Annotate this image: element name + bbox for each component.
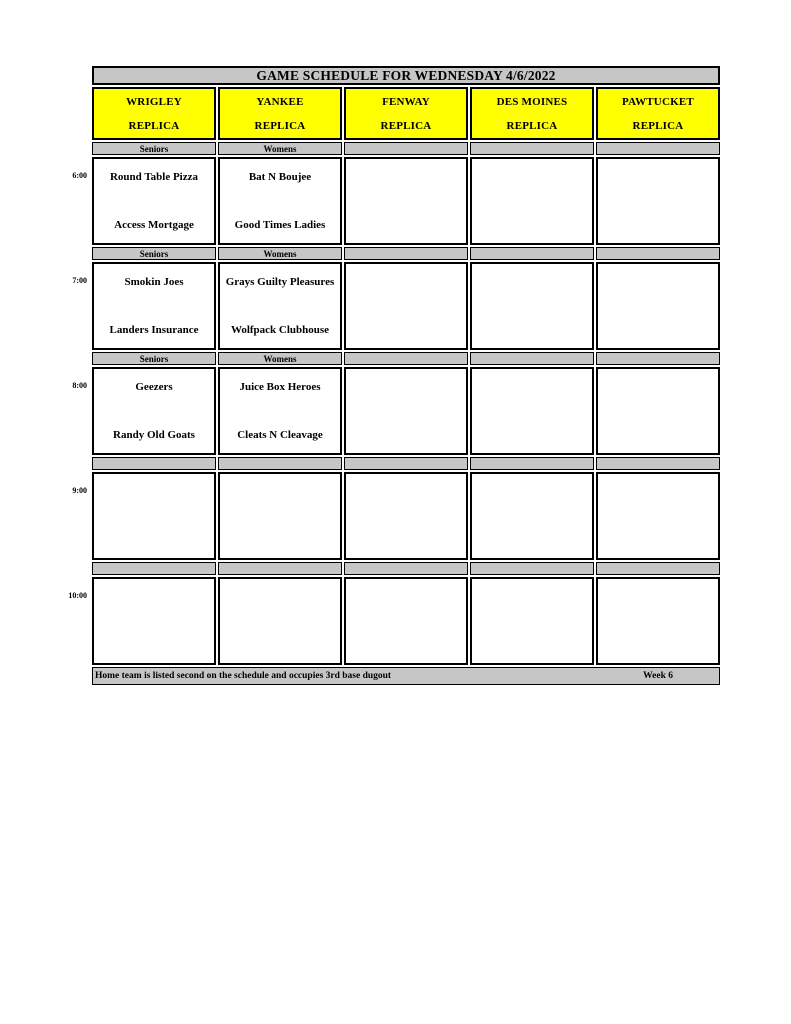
game-cell [344, 262, 468, 350]
field-type: REPLICA [506, 119, 558, 132]
field-header-cell [218, 87, 342, 140]
field-name: FENWAY [382, 95, 430, 108]
time-gutter [60, 157, 90, 245]
team-away: Bat N Boujee [248, 171, 312, 183]
footer-bar [92, 667, 720, 685]
time-label: 9:00 [72, 486, 87, 495]
game-cell [344, 157, 468, 245]
league-label: Seniors [139, 353, 169, 364]
game-cell [218, 472, 342, 560]
game-cell [470, 157, 594, 245]
league-cell [344, 562, 468, 575]
league-label: Womens [263, 143, 297, 154]
game-cell [92, 157, 216, 245]
field-type: REPLICA [380, 119, 432, 132]
league-cell [344, 352, 468, 365]
time-label: 10:00 [68, 591, 87, 600]
league-cell [596, 352, 720, 365]
game-cell [92, 262, 216, 350]
league-label: Seniors [139, 248, 169, 259]
game-cell [470, 472, 594, 560]
league-cell [92, 457, 216, 470]
title-bar: GAME SCHEDULE FOR WEDNESDAY 4/6/2022 [92, 66, 720, 85]
game-cell [218, 367, 342, 455]
game-cell [596, 262, 720, 350]
league-label: Womens [263, 248, 297, 259]
league-label: Womens [263, 353, 297, 364]
league-cell [218, 562, 342, 575]
league-row-gutter [60, 562, 90, 575]
game-cell [596, 472, 720, 560]
league-cell [470, 352, 594, 365]
team-home: Randy Old Goats [113, 429, 195, 442]
game-cell [596, 367, 720, 455]
league-row-gutter [60, 352, 90, 365]
league-cell [596, 247, 720, 260]
team-home: Wolfpack Clubhouse [230, 324, 330, 337]
league-row-gutter [60, 142, 90, 155]
game-cell [596, 577, 720, 665]
time-label: 6:00 [72, 171, 87, 180]
game-cell [92, 472, 216, 560]
game-cell [92, 367, 216, 455]
team-home: Landers Insurance [109, 324, 199, 337]
league-cell [92, 247, 216, 260]
game-cell [344, 472, 468, 560]
team-home: Good Times Ladies [234, 219, 326, 232]
time-gutter [60, 262, 90, 350]
field-header-cell [470, 87, 594, 140]
league-cell [344, 457, 468, 470]
team-away: Juice Box Heroes [239, 381, 321, 393]
league-cell [596, 562, 720, 575]
week-label: Week 6 [643, 671, 673, 681]
league-cell [596, 142, 720, 155]
league-cell [218, 457, 342, 470]
league-cell [344, 247, 468, 260]
team-away: Smokin Joes [124, 276, 184, 288]
game-cell [344, 367, 468, 455]
league-cell [218, 352, 342, 365]
time-gutter [60, 472, 90, 560]
title-gutter [60, 66, 90, 85]
team-home: Access Mortgage [114, 219, 194, 232]
game-cell [218, 157, 342, 245]
league-cell [218, 247, 342, 260]
field-header-cell [596, 87, 720, 140]
time-label: 8:00 [72, 381, 87, 390]
time-gutter [60, 577, 90, 665]
field-type: REPLICA [632, 119, 684, 132]
league-label: Seniors [139, 143, 169, 154]
field-name: YANKEE [256, 95, 304, 108]
league-cell [470, 247, 594, 260]
footer-gutter [60, 667, 90, 685]
game-cell [470, 262, 594, 350]
header-gutter [60, 87, 90, 140]
league-cell [470, 457, 594, 470]
field-header-cell [92, 87, 216, 140]
league-cell [344, 142, 468, 155]
footer-note: Home team is listed second on the schedule and occupies 3rd base dugout [95, 671, 392, 681]
team-away: Round Table Pizza [109, 171, 199, 183]
league-row-gutter [60, 457, 90, 470]
schedule-grid [60, 66, 720, 685]
field-name: WRIGLEY [126, 95, 182, 108]
game-cell [470, 367, 594, 455]
field-type: REPLICA [254, 119, 306, 132]
time-gutter [60, 367, 90, 455]
field-name: PAWTUCKET [622, 95, 694, 108]
league-cell [470, 142, 594, 155]
team-away: Geezers [135, 381, 173, 393]
game-cell [218, 262, 342, 350]
field-header-cell [344, 87, 468, 140]
game-cell [470, 577, 594, 665]
team-home: Cleats N Cleavage [237, 429, 323, 442]
league-row-gutter [60, 247, 90, 260]
game-cell [344, 577, 468, 665]
league-cell [92, 352, 216, 365]
field-type: REPLICA [128, 119, 180, 132]
league-cell [92, 142, 216, 155]
league-cell [596, 457, 720, 470]
game-cell [92, 577, 216, 665]
game-cell [218, 577, 342, 665]
league-cell [470, 562, 594, 575]
field-name: DES MOINES [496, 95, 568, 108]
league-cell [92, 562, 216, 575]
league-cell [218, 142, 342, 155]
team-away: Grays Guilty Pleasures [225, 276, 335, 288]
game-cell [596, 157, 720, 245]
time-label: 7:00 [72, 276, 87, 285]
